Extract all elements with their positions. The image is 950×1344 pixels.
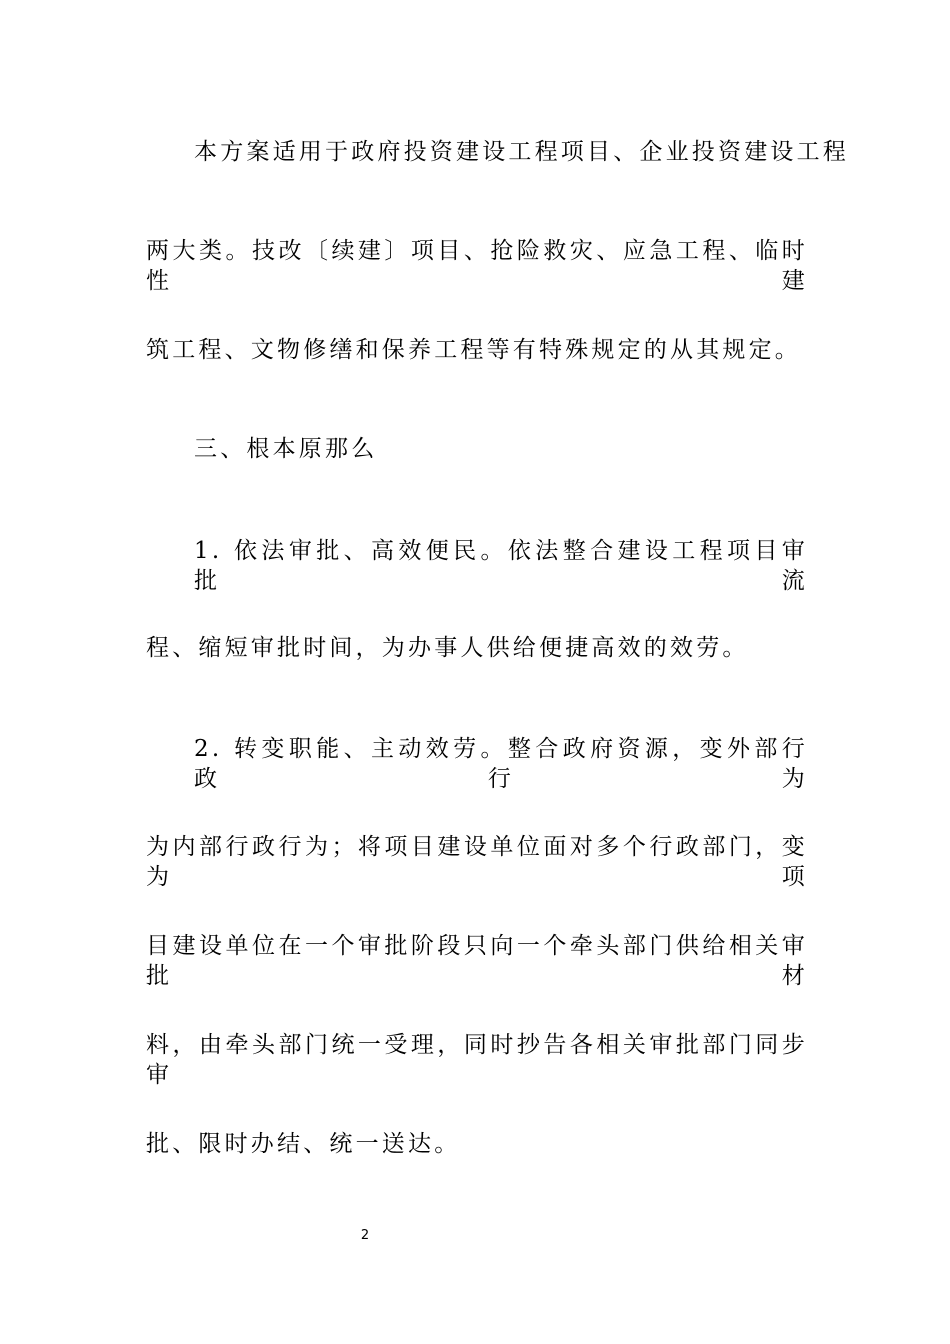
paragraph-line-1: 本方案适用于政府投资建设工程项目、企业投资建设工程 (194, 139, 849, 165)
paragraph-line-11: 批、限时办结、统一送达。 (146, 1131, 461, 1157)
paragraph-line-3: 筑工程、文物修缮和保养工程等有特殊规定的从其规定。 (146, 337, 801, 363)
paragraph-line-8: 为内部行政行为；将项目建设单位面对多个行政部门，变为项 (146, 834, 808, 890)
paragraph-line-2: 两大类。技改〔续建〕项目、抢险救灾、应急工程、临时性建 (146, 238, 808, 294)
paragraph-line-7: 2. 转变职能、主动效劳。整合政府资源，变外部行政行为 (194, 736, 808, 792)
paragraph-line-6: 程、缩短审批时间，为办事人供给便捷高效的效劳。 (146, 635, 749, 661)
page-number: 2 (360, 1228, 370, 1243)
paragraph-line-10: 料，由牵头部门统一受理，同时抄告各相关审批部门同步审 (146, 1032, 808, 1088)
section-heading: 三、根本原那么 (194, 436, 378, 462)
paragraph-line-9: 目建设单位在一个审批阶段只向一个牵头部门供给相关审批材 (146, 933, 808, 989)
paragraph-line-5: 1. 依法审批、高效便民。依法整合建设工程项目审批流 (194, 538, 808, 594)
